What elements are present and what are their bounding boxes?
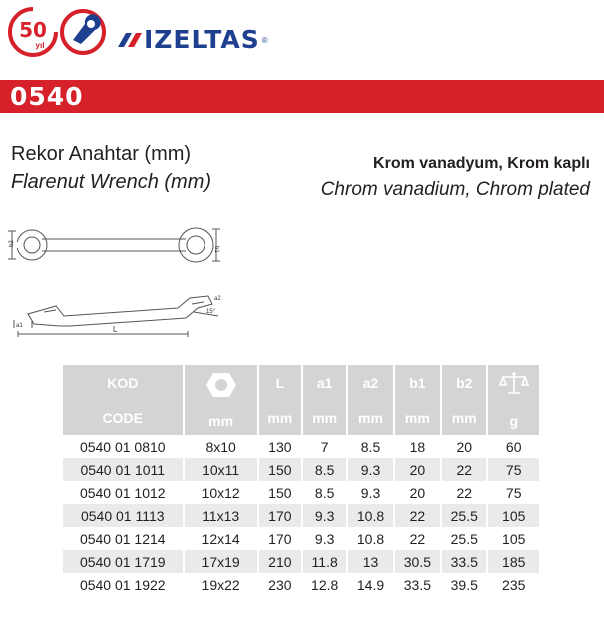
material-tr: Krom vanadyum, Krom kaplı [373, 155, 590, 172]
header-b1: b1 mm [394, 365, 441, 435]
registered-mark: ® [261, 35, 268, 45]
header-size: mm [184, 365, 258, 435]
hexagon-icon [205, 371, 237, 399]
brand-name: IZELTAS [144, 25, 260, 54]
label-b1: b1 [213, 246, 219, 253]
header-b2: b2 mm [441, 365, 487, 435]
table-header-row [63, 365, 539, 435]
table-row: 0540 01 1214 12x14 170 9.3 10.8 22 25.5 105 [63, 527, 539, 550]
table-row: 0540 01 1922 19x22 230 12.8 14.9 33.5 39.5 235 [63, 573, 539, 596]
label-length: L [113, 325, 118, 334]
wrench-side-view-drawing [8, 286, 234, 342]
table-row: 0540 01 1113 11x13 170 9.3 10.8 22 25.5 105 [63, 504, 539, 527]
spec-table [63, 365, 539, 596]
product-name-tr: Rekor Anahtar (mm) [11, 143, 192, 165]
label-angle: 15° [206, 309, 216, 315]
header-length: L mm [258, 365, 302, 435]
table-row: 0540 01 1011 10x11 150 8.5 9.3 20 22 75 [63, 458, 539, 481]
table-row: 0540 01 1719 17x19 210 11.8 13 30.5 33.5 185 [63, 550, 539, 573]
scale-icon [499, 371, 529, 397]
anniversary-label: yıl [35, 41, 45, 50]
header-a1: a1 mm [302, 365, 347, 435]
product-name-en: Flarenut Wrench (mm) [11, 171, 212, 193]
brand-wrench-icon [116, 29, 144, 51]
table-row: 0540 01 0810 8x10 130 7 8.5 18 20 60 [63, 435, 539, 458]
product-code: 0540 [10, 82, 84, 111]
wrench-top-view-drawing [4, 223, 224, 267]
anniversary-50-logo [7, 6, 107, 58]
title-bar [0, 80, 604, 113]
brand-logo [116, 27, 268, 53]
header-code: KOD CODE [63, 365, 184, 435]
table-row: 0540 01 1012 10x12 150 8.5 9.3 20 22 75 [63, 481, 539, 504]
header-a2: a2 mm [347, 365, 393, 435]
label-b2: b2 [9, 240, 15, 247]
anniversary-number: 50 [19, 18, 47, 42]
label-a1: a1 [16, 323, 23, 329]
material-en: Chrom vanadium, Chrom plated [320, 179, 590, 200]
header-weight: g [487, 365, 539, 435]
label-a2: a2 [214, 296, 221, 302]
